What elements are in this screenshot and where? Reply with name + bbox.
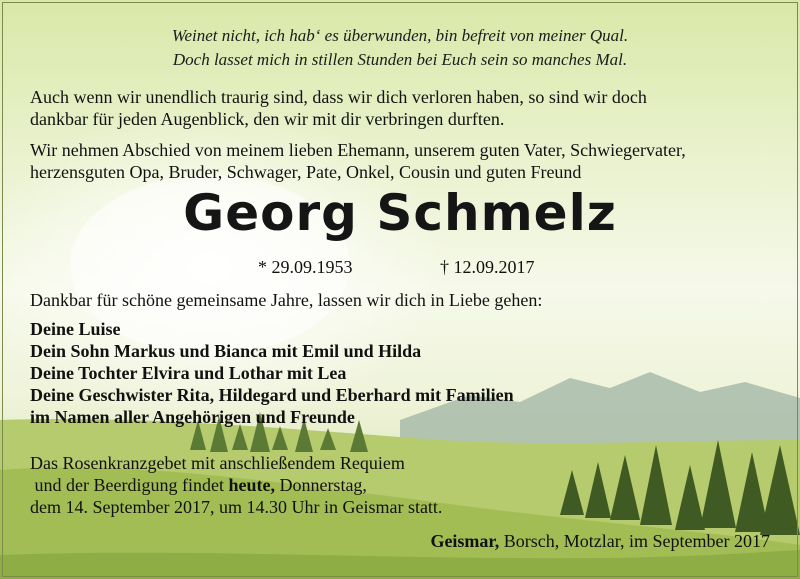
place-line (430, 530, 770, 552)
intro-line-2: dankbar für jeden Augenblick, den wir mit dir verbringen durften. (30, 109, 505, 129)
intro-line-1: Auch wenn wir unendlich traurig sind, dass wir dich verloren haben, so sind wir doch (30, 87, 647, 107)
service-line-2 (30, 474, 367, 496)
service-line-3: dem 14. September 2017, um 14.30 Uhr in Geismar statt. (30, 497, 443, 517)
thanks-line: Dankbar für schöne gemeinsame Jahre, lassen wir dich in Liebe gehen: (30, 290, 543, 310)
service-today: heute, (228, 475, 275, 495)
farewell-line-1: Wir nehmen Abschied von meinem lieben Ehemann, unserem guten Vater, Schwiegervater, (30, 140, 686, 160)
birth-date: * 29.09.1953 (258, 257, 353, 277)
mourner-5: im Namen aller Angehörigen und Freunde (30, 407, 355, 427)
farewell-line-2: herzensguten Opa, Bruder, Schwager, Pate, Onkel, Cousin und guten Freund (30, 162, 582, 182)
deceased-name: Georg Schmelz (183, 184, 617, 242)
mourner-3: Deine Tochter Elvira und Lothar mit Lea (30, 363, 347, 383)
service-line-2-start: und der Beerdigung findet (30, 475, 229, 495)
mourner-4: Deine Geschwister Rita, Hildegard und Eberhard mit Familien (30, 385, 514, 405)
quote-line-1: Weinet nicht, ich hab‘ es überwunden, bin befreit von meiner Qual. (171, 26, 629, 45)
place-rest: Borsch, Motzlar, im September 2017 (499, 531, 770, 551)
mourner-2: Dein Sohn Markus und Bianca mit Emil und Hilda (30, 341, 422, 361)
service-line-2-end: Donnerstag, (274, 475, 367, 495)
mourner-1: Deine Luise (30, 319, 121, 339)
place-main: Geismar, (430, 531, 500, 551)
quote-line-2: Doch lasset mich in stillen Stunden bei Euch sein so manches Mal. (172, 50, 628, 69)
death-date: † 12.09.2017 (440, 257, 535, 277)
service-line-1: Das Rosenkranzgebet mit anschließendem Requiem (30, 453, 405, 473)
